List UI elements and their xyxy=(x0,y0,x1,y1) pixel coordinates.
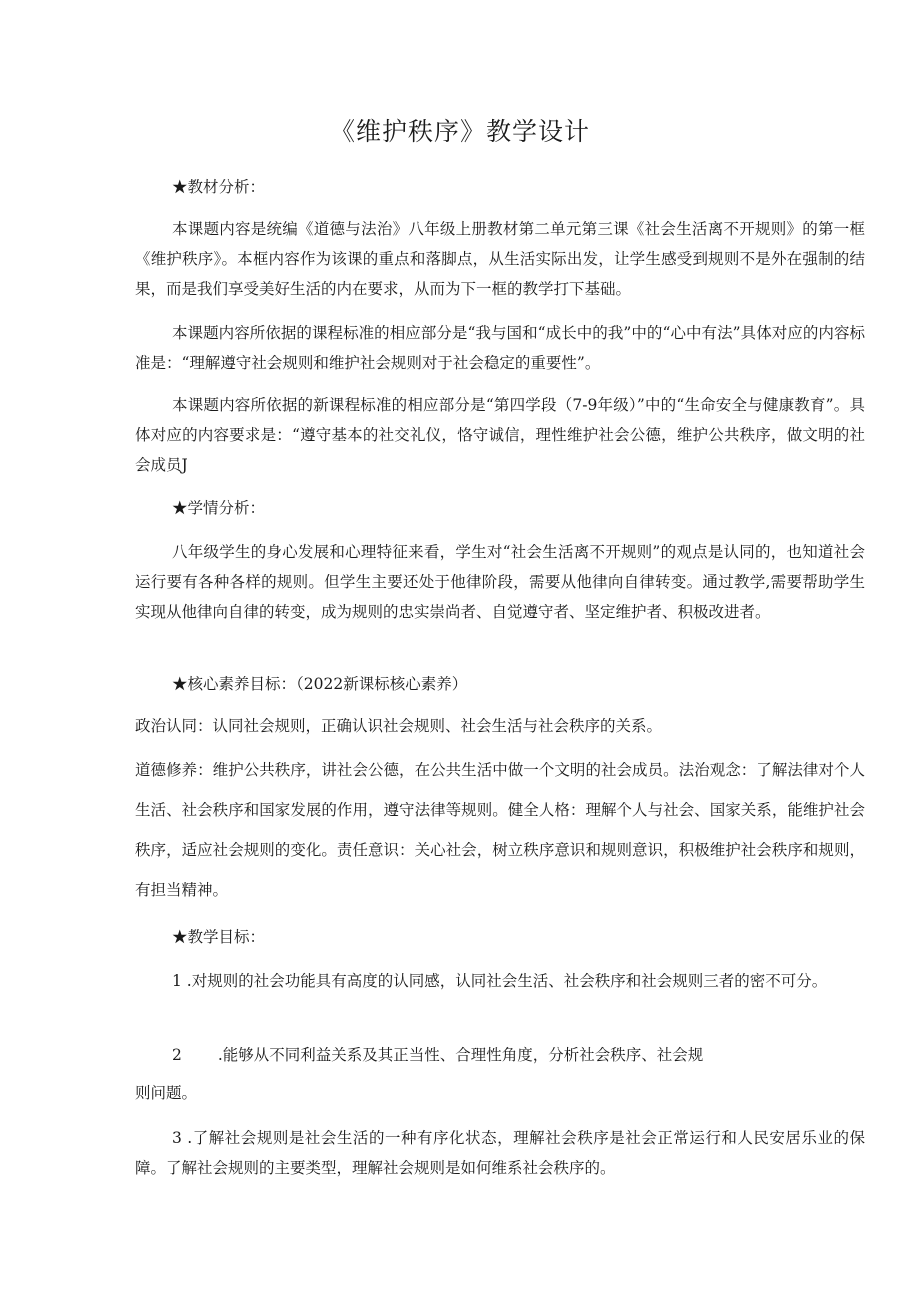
paragraph-material-2: 本课题内容所依据的课程标准的相应部分是“我与国和“成长中的我”中的“心中有法”具体对应的内容标准是：“理解遵守社会规则和维护社会规则对于社会稳定的重要性”。 xyxy=(135,324,865,372)
goal-item-2 xyxy=(135,1040,865,1070)
goal-item-2-text: .能够从不同利益关系及其正当性、合理性角度，分析社会秩序、社会规 xyxy=(217,1046,704,1064)
paragraph-students-1: 八年级学生的身心发展和心理特征来看，学生对“社会生活离不开规则”的观点是认同的，也知道社会运行要有各种各样的规则。但学生主要还处于他律阶段，需要从他律向自律转变。通过教学,需要帮助学生实现从他律向自律的转变，成为规则的忠实崇尚者、自觉遵守者、坚定维护者、积极改进者。 xyxy=(135,543,865,621)
section-heading-students: ★学情分析： xyxy=(172,499,266,517)
paragraph-material-1: 本课题内容是统编《道德与法治》八年级上册教材第二单元第三课《社会生活离不开规则》的第一框《维护秩序》。本框内容作为该课的重点和落脚点，从生活实际出发，让学生感受到规则不是外在强制的结果，而是我们享受美好生活的内在要求，从而为下一框的教学打下基础。 xyxy=(135,220,865,298)
goal-item-2-number: 2 xyxy=(172,1046,182,1064)
paragraph-core-2: 道德修养：维护公共秩序，讲社会公德，在公共生活中做一个文明的社会成员。法治观念：了解法律对个人生活、社会秩序和国家发展的作用，遵守法律等规则。健全人格：理解个人与社会、国家关系，能维护社会秩序，适应社会规则的变化。责任意识：关心社会，树立秩序意识和规则意识，积极维护社会秩序和规则，有担当精神。 xyxy=(135,761,865,899)
goal-item-2-continuation: 则问题。 xyxy=(135,1084,198,1102)
section-heading-core: ★核心素养目标：（2022新课标核心素养） xyxy=(172,675,468,693)
section-heading-goals: ★教学目标： xyxy=(172,928,266,946)
paragraph-material-3: 本课题内容所依据的新课程标准的相应部分是“第四学段（7-9年级）”中的“生命安全与健康教育”。具体对应的内容要求是：“遵守基本的社交礼仪，恪守诚信，理性维护社会公德，维护公共秩序，做文明的社会成员J xyxy=(135,396,865,474)
goal-item-3: 3 .了解社会规则是社会生活的一种有序化状态，理解社会秩序是社会正常运行和人民安居乐业的保障。了解社会规则的主要类型，理解社会规则是如何维系社会秩序的。 xyxy=(135,1129,865,1177)
section-heading-material: ★教材分析： xyxy=(172,178,266,196)
document-title: 《维护秩序》教学设计 xyxy=(329,117,590,146)
paragraph-core-1: 政治认同：认同社会规则，正确认识社会规则、社会生活与社会秩序的关系。 xyxy=(135,717,663,735)
goal-item-1: 1 .对规则的社会功能具有高度的认同感，认同社会生活、社会秩序和社会规则三者的密不可分。 xyxy=(172,972,828,990)
